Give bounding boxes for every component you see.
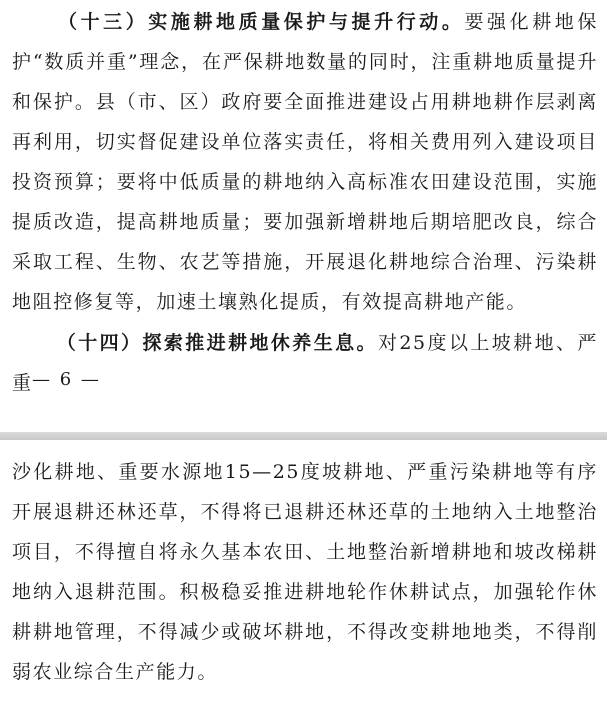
paragraph-section-13: [12, 2, 598, 322]
section-14-body-continuation: 沙化耕地、重要水源地15—25度坡耕地、严重污染耕地等有序开展退耕还林还草，不得将已退耕还林还草的土地纳入土地整治项目，不得擅自将永久基本农田、土地整治新增耕地和坡改梯耕地纳入退耕范围。积极稳妥推进耕地轮作休耕试点，加强轮作休耕耕地管理，不得减少或破坏耕地，不得改变耕地地类，不得削弱农业综合生产能力。: [12, 461, 598, 683]
section-13-body: 要强化耕地保护“数质并重”理念，在严保耕地数量的同时，注重耕地质量提升和保护。县（市、区）政府要全面推进建设占用耕地耕作层剥离再利用，切实督促建设单位落实责任，将相关费用列入建设项目投资预算；要将中低质量的耕地纳入高标准农田建设范围，实施提质改造，提高耕地质量；要加强新增耕地后期培肥改良，综合采取工程、生物、农艺等措施，开展退化耕地综合治理、污染耕地阻控修复等，加速土壤熟化提质，有效提高耕地产能。: [12, 11, 598, 313]
page-number: — 6 —: [32, 369, 101, 390]
section-13-heading: （十三）实施耕地质量保护与提升行动。: [56, 11, 465, 33]
section-14-body-start: 对25度以上坡耕地、严重: [12, 332, 598, 394]
section-14-heading: （十四）探索推进耕地休养生息。: [56, 332, 378, 354]
page-separator: [0, 432, 607, 440]
document-page-lower: [0, 440, 607, 714]
